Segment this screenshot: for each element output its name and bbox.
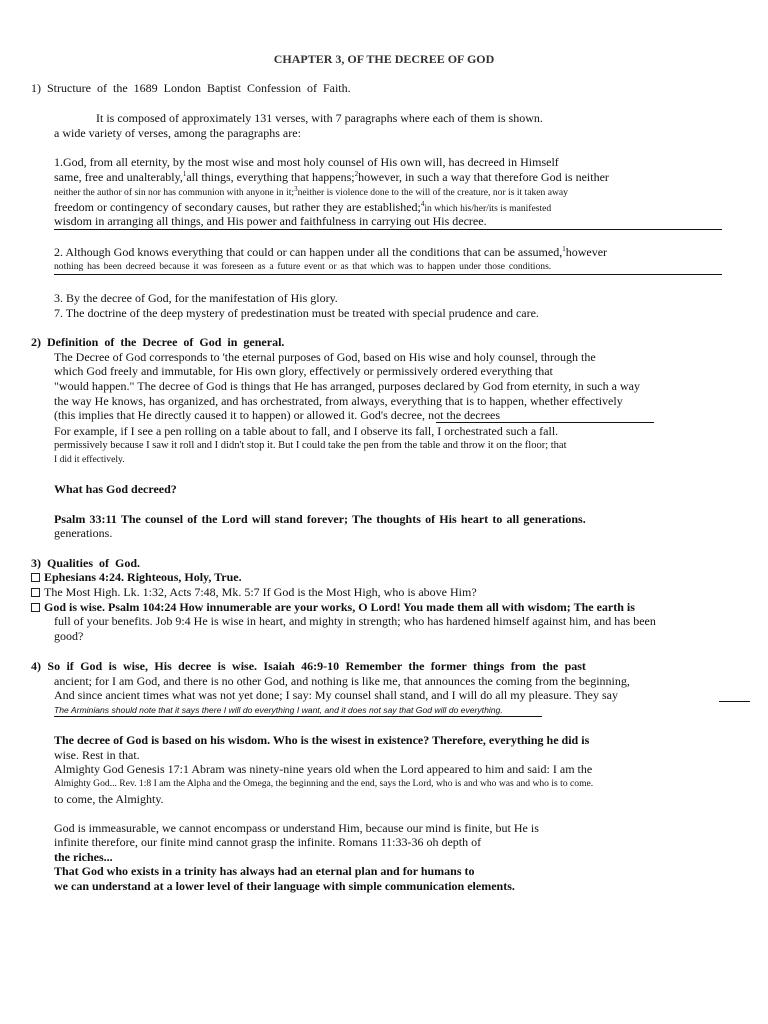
s2-psalm: Psalm 33:11 The counsel of the Lord will stand forever; The thoughts of His heart to all generations. — [54, 512, 586, 526]
s2-line-5-underlined: not the decrees — [428, 408, 501, 422]
s2-line-2: which God freely and immutable, for His own glory, effectively or permissively ordered everything that — [54, 364, 553, 378]
s3-bullet-2-text: The Most High. Lk. 1:32, Acts 7:48, Mk. 5:7 If God is the Most High, who is above Him? — [44, 585, 477, 599]
section-1-heading: 1) Structure of the 1689 London Baptist Confession of Faith. — [31, 81, 351, 95]
footnote-marker: 3 — [294, 184, 298, 193]
divider-3 — [54, 716, 542, 717]
divider-1 — [54, 229, 722, 230]
s2-line-8: I did it effectively. — [54, 454, 125, 465]
s4-immeasurable-line-1: God is immeasurable, we cannot encompass or understand Him, because our mind is finite, but He is — [54, 821, 539, 835]
s3-bullet-2 — [31, 585, 477, 599]
footnote-marker: 1 — [182, 170, 187, 178]
margin-rule — [719, 701, 750, 702]
s2-line-5 — [54, 408, 500, 422]
paragraph-1-line-5: wisdom in arranging all things, and His power and faithfulness in carrying out His decree. — [54, 214, 487, 228]
s1-intro-line-2: a wide variety of verses, among the paragraphs are: — [54, 126, 301, 140]
s3-bullet-3-text: God is wise. Psalm 104:24 How innumerable are your works, O Lord! You made them all with wisdom; The earth is — [44, 600, 635, 614]
s4-wisdom-line-1: The decree of God is based on his wisdom. Who is the wisest in existence? Therefore, everything he did is — [54, 733, 590, 747]
s2-line-5-text: (this implies that He directly caused it to happen) or allowed it. God's decree, — [54, 408, 426, 422]
s4-line-2: And since ancient times what was not yet done; I say: My counsel shall stand, and I will do all my pleasure. They say — [54, 688, 618, 702]
s3-bullet-1-text: Ephesians 4:24. Righteous, Holy, True. — [44, 570, 242, 584]
paragraph-3: 3. By the decree of God, for the manifestation of His glory. — [54, 291, 338, 305]
s2-generations: generations. — [54, 526, 113, 540]
p1-text-d: neither the author of sin nor has communion with anyone in it; — [54, 187, 295, 198]
s3-bullet-3 — [31, 600, 635, 614]
checkbox-bullet-icon — [31, 573, 40, 582]
paragraph-1-line-1: 1.God, from all eternity, by the most wise and most holy counsel of His own will, has decreed in Himself — [54, 155, 559, 169]
footnote-marker: 2 — [354, 170, 359, 178]
section-2-heading: 2) Definition of the Decree of God in general. — [31, 335, 285, 349]
s2-line-1: The Decree of God corresponds to 'the eternal purposes of God, based on His wise and holy counsel, through the — [54, 350, 596, 364]
p1-text-g: in which his/her/its is manifested — [424, 203, 552, 214]
s4-immeasurable-line-3: the riches... — [54, 850, 113, 864]
underline-rule — [436, 422, 654, 423]
s2-line-7: permissively because I saw it roll and I didn't stop it. But I could take the pen from the table and throw it on the floor; that — [54, 440, 567, 451]
footnote-marker: 4 — [420, 200, 425, 208]
paragraph-2-line-2: nothing has been decreed because it was foreseen as a future event or as that which was to happen under those conditions. — [54, 261, 552, 272]
s4-line-1: ancient; for I am God, and there is no other God, and nothing is like me, that announces the coming from the beginning, — [54, 674, 630, 688]
s1-intro-line-1: It is composed of approximately 131 verses, with 7 paragraphs where each of them is shown. — [96, 111, 543, 125]
s2-question: What has God decreed? — [54, 482, 177, 496]
s4-arminian-note: The Arminians should note that it says there I will do everything I want, and it does not say that God will do everything. — [54, 705, 503, 715]
footnote-marker: 1 — [562, 245, 566, 253]
p1-text-b: all things, everything that happens; — [186, 170, 355, 184]
s3-bullet-3-line-2: full of your benefits. Job 9:4 He is wise in heart, and mighty in strength; who has hardened himself against him, and has been — [54, 614, 656, 628]
p1-text-a: same, free and unalterably, — [54, 170, 183, 184]
s4-immeasurable-line-2: infinite therefore, our finite mind cannot grasp the infinite. Romans 11:33-36 oh depth of — [54, 835, 482, 849]
p1-text-e: neither is violence done to the will of the creature, nor is it taken away — [297, 187, 568, 198]
s2-line-6: For example, if I see a pen rolling on a table about to fall, and I observe its fall, I orchestrated such a fall. — [54, 424, 559, 438]
paragraph-1-line-2 — [54, 170, 609, 184]
s4-wisdom-line-2: wise. Rest in that. — [54, 748, 140, 762]
p2-text-a: 2. Although God knows everything that could or can happen under all the conditions that can be assumed, — [54, 245, 563, 259]
s3-bullet-1 — [31, 570, 242, 584]
p1-text-c: however, in such a way that therefore God is neither — [358, 170, 609, 184]
section-4-heading: 4) So if God is wise, His decree is wise. Isaiah 46:9-10 Remember the former things from the past — [31, 659, 586, 673]
section-3-heading: 3) Qualities of God. — [31, 556, 141, 570]
s4-almighty-line-3: to come, the Almighty. — [54, 792, 164, 806]
checkbox-bullet-icon — [31, 603, 40, 612]
s4-trinity-line-1: That God who exists in a trinity has always had an eternal plan and for humans to — [54, 864, 475, 878]
p2-text-b: however — [565, 245, 608, 259]
divider-2 — [54, 274, 722, 275]
page-title: CHAPTER 3, OF THE DECREE OF GOD — [273, 52, 495, 66]
s4-almighty-line-2: Almighty God... Rev. 1:8 I am the Alpha and the Omega, the beginning and the end, says the Lord, who is and who was and who is to come. — [54, 778, 594, 789]
s4-almighty-line-1: Almighty God Genesis 17:1 Abram was ninety-nine years old when the Lord appeared to him and said: I am the — [54, 762, 593, 776]
s2-line-4: the way He knows, has organized, and has orchestrated, from always, everything that is to happen, whether effectively — [54, 394, 623, 408]
s2-line-3: "would happen." The decree of God is things that He has arranged, purposes declared by God from eternity, in such a way — [54, 379, 640, 393]
paragraph-1-line-3 — [54, 186, 568, 200]
s4-trinity-line-2: we can understand at a lower level of their language with simple communication elements. — [54, 879, 515, 893]
s3-bullet-3-line-3: good? — [54, 629, 84, 643]
paragraph-7: 7. The doctrine of the deep mystery of predestination must be treated with special prudence and care. — [54, 306, 539, 320]
paragraph-2-line-1 — [54, 245, 607, 259]
checkbox-bullet-icon — [31, 588, 40, 597]
p1-text-f: freedom or contingency of secondary causes, but rather they are established; — [54, 200, 421, 214]
